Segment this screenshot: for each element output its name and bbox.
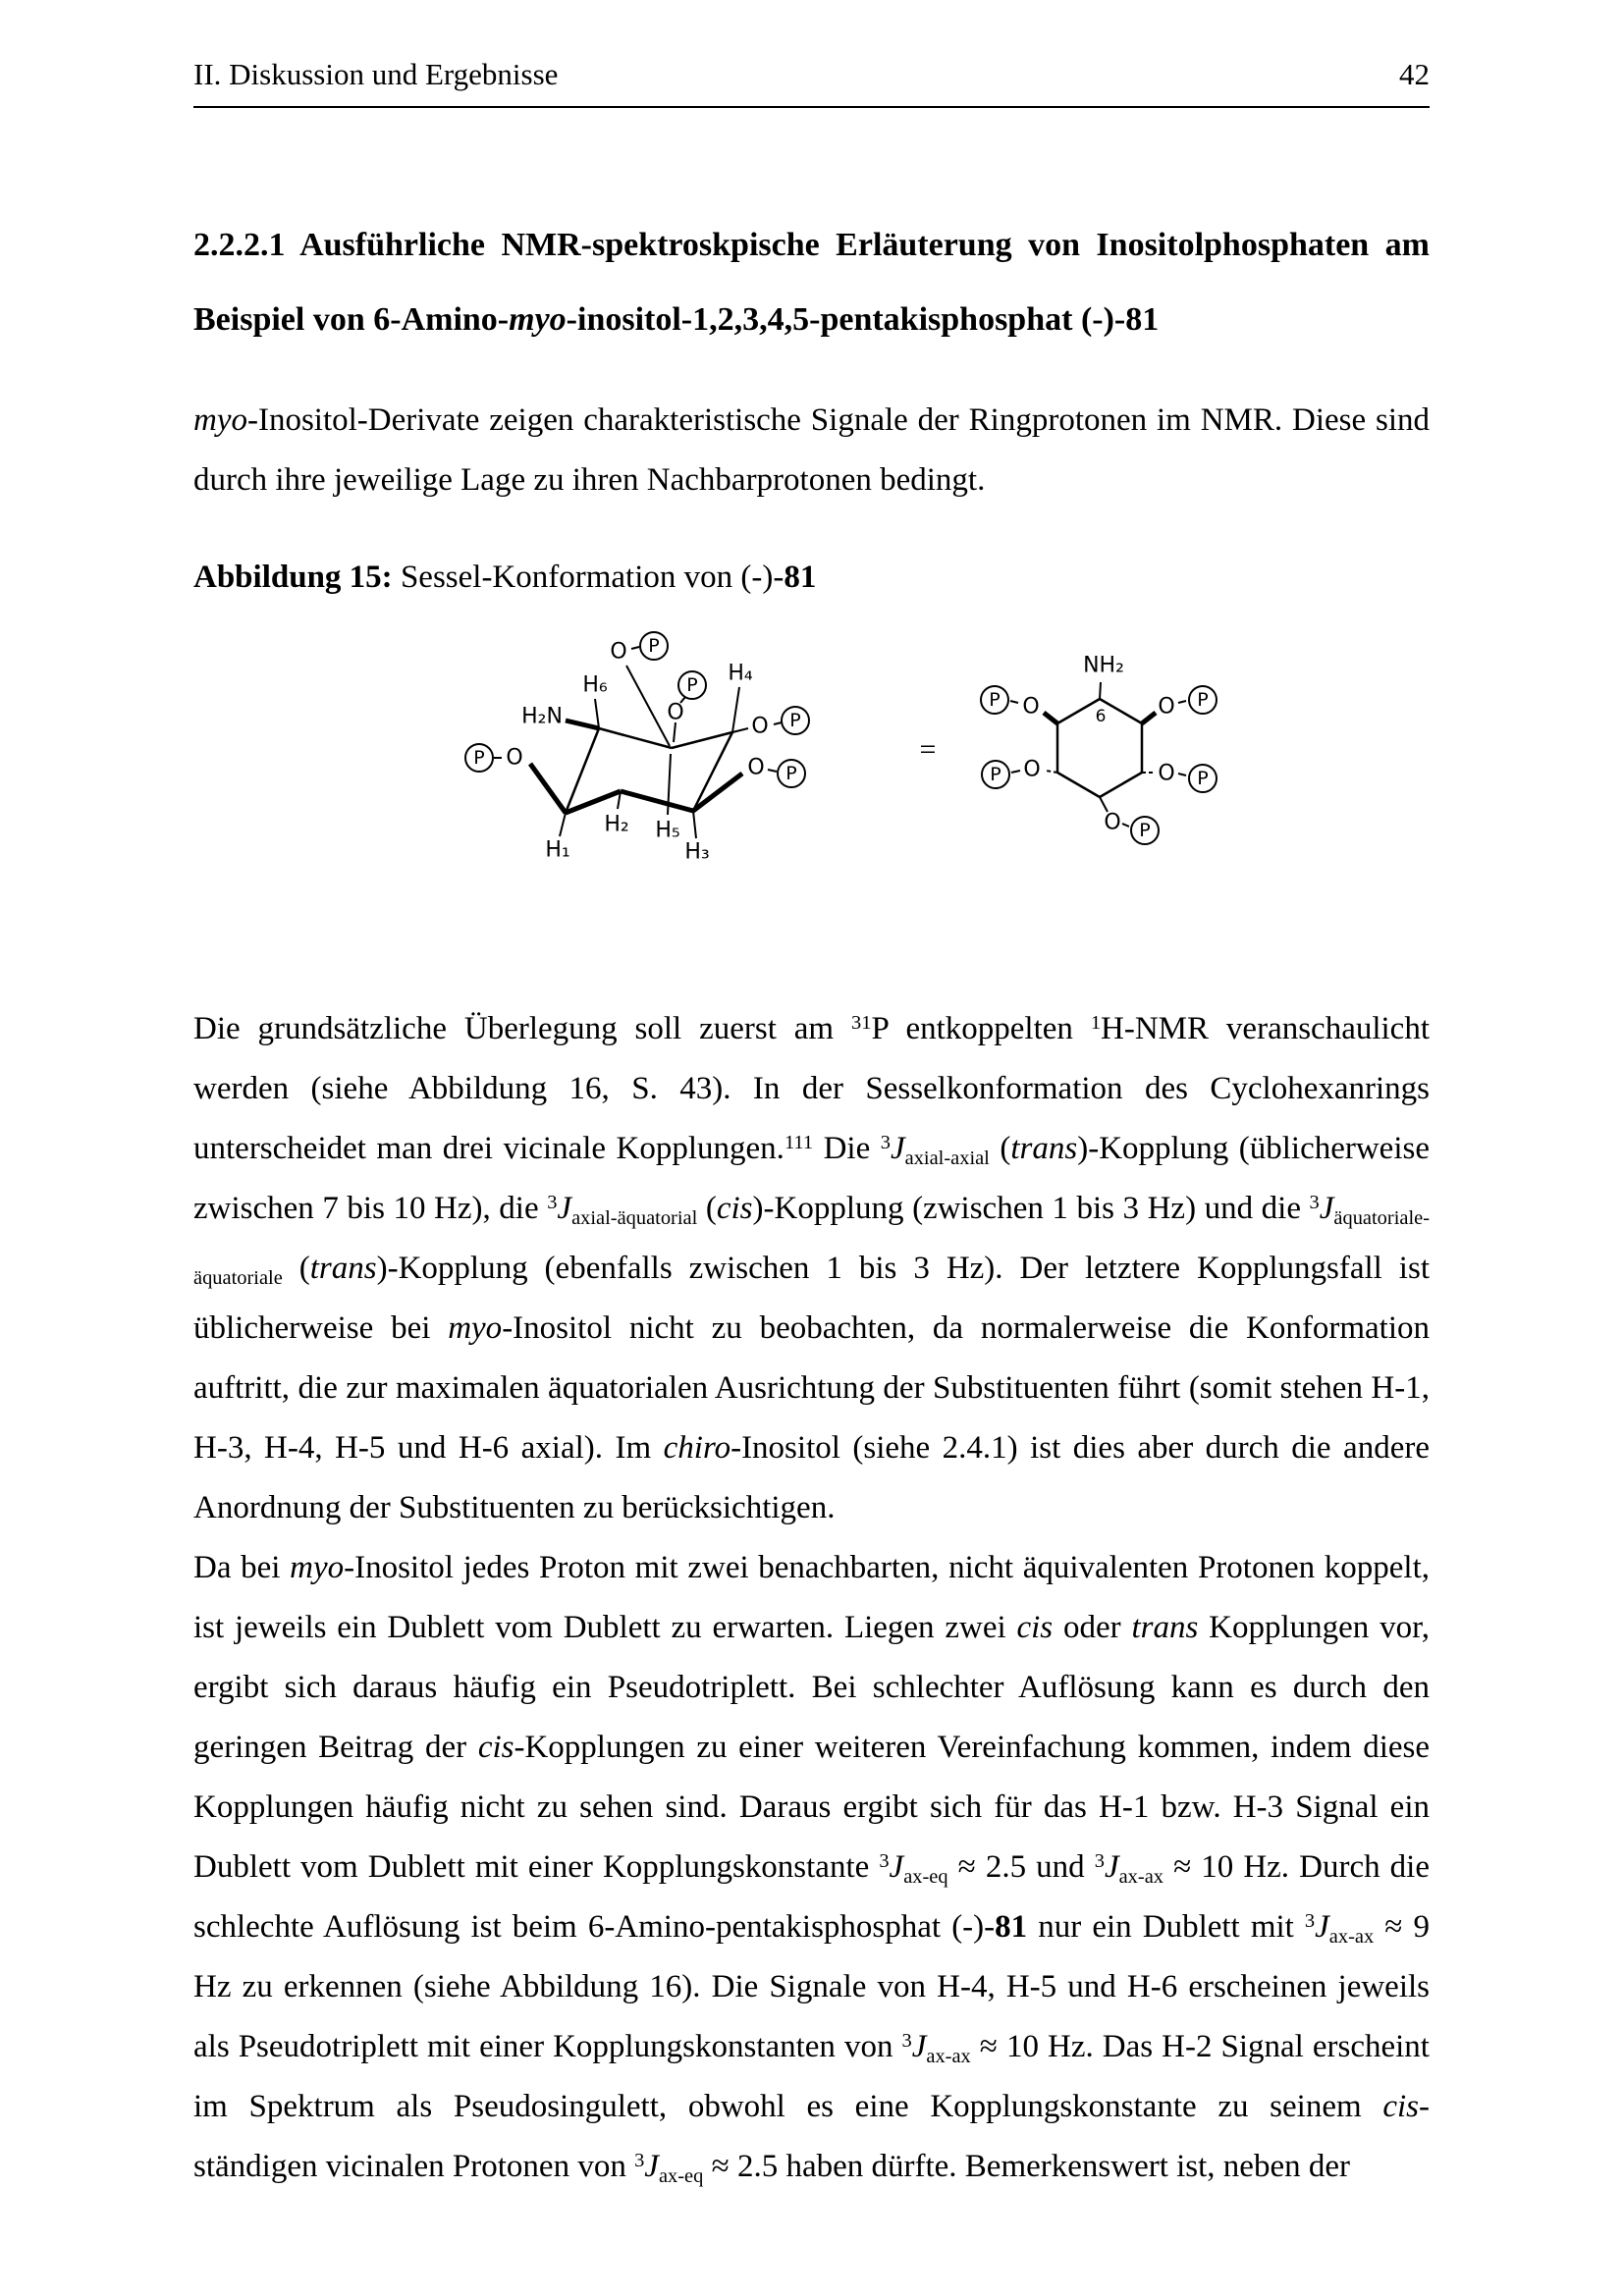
oxygen-label: O	[747, 755, 765, 780]
phosphate-icon: P	[777, 759, 806, 788]
proton-label-h5: H₅	[655, 818, 680, 843]
oxygen-label: O	[1104, 810, 1121, 835]
header-rule	[193, 106, 1430, 108]
oxygen-label: O	[667, 700, 684, 725]
proton-label-h1: H₁	[545, 837, 570, 863]
amine-label: H₂N	[521, 704, 563, 729]
proton-label-h2: H₂	[604, 812, 629, 837]
proton-label-h4: H₄	[728, 661, 753, 686]
phosphate-icon: P	[1188, 764, 1217, 793]
oxygen-label: O	[506, 745, 523, 771]
phosphate-icon: P	[639, 631, 669, 661]
header-page-number: 42	[1399, 57, 1430, 91]
figure-caption: Abbildung 15: Sessel-Konformation von (-)-81	[193, 560, 817, 595]
phosphate-icon: P	[1188, 685, 1217, 715]
oxygen-label: O	[1158, 761, 1175, 786]
header-section-title: II. Diskussion und Ergebnisse	[193, 57, 559, 91]
oxygen-label: O	[1022, 694, 1040, 720]
oxygen-label: O	[610, 639, 627, 665]
paragraph-intro: myo-Inositol-Derivate zeigen charakteristische Signale der Ringprotonen im NMR. Diese sind durch ihre jeweilige Lage zu ihren Nachbarprotonen bedingt.	[193, 402, 1430, 498]
proton-label-h3: H₃	[684, 839, 710, 865]
phosphate-icon: P	[980, 685, 1009, 715]
bond-diagram	[432, 630, 1257, 934]
paragraph-body-2: Da bei myo-Inositol jedes Proton mit zwei benachbarten, nicht äquivalenten Protonen koppelt, ist jeweils ein Dublett vom Dublett zu erwarten. Liegen zwei cis oder trans Kopplungen vor, ergibt sich daraus häufig ein Pseudotriplett. Bei schlechter Auflösung kann es durch den geringen Beitrag der cis-Kopplungen zu einer weiteren Vereinfachung kommen, indem diese Kopplungen häufig nicht zu sehen sind. Daraus ergibt sich für das H-1 bzw. H-3 Signal ein Dublett vom Dublett mit einer Kopplungskonstante $^3$Jax-eq ≈ 2.5 und $^3$Jax-ax ≈ 10 Hz. Durch die schlechte Auflösung ist beim 6-Amino-pentakisphosphat (-)-81 nur ein Dublett mit $^3$Jax-ax ≈ 9 Hz zu erkennen (siehe Abbildung 16). Die Signale von H-4, H-5 und H-6 erscheinen jeweils als Pseudotriplett mit einer Kopplungskonstanten von $^3$Jax-ax ≈ 10 Hz. Das H-2 Signal erscheint im Spektrum als Pseudosingulett, obwohl es eine Kopplungskonstante zu seinem cis- ständigen vicinalen Protonen von $^3$Jax-eq ≈ 2.5 haben dürfte. Bemerkenswert ist, neben der	[193, 1550, 1431, 2187]
figure-structures	[432, 630, 1257, 934]
phosphate-icon: P	[981, 760, 1010, 789]
body-text	[193, 999, 1430, 2197]
equals-sign: =	[919, 733, 937, 766]
phosphate-icon: P	[781, 706, 810, 735]
paragraph-body-1: Die grundsätzliche Überlegung soll zuerst am $^{31}$P entkoppelten $^1$H-NMR veranschaulicht werden (siehe Abbildung 16, S. 43). In der Sesselkonformation des Cyclohexanrings unterscheidet man drei vicinale Kopplungen.$^{111}$ Die $^3$Jaxial-axial (trans)-Kopplung (üblicherweise zwischen 7 bis 10 Hz), die $^3$Jaxial-äquatorial (cis)-Kopplung (zwischen 1 bis 3 Hz) und die $^3$Jäquatoriale-äquatoriale (trans)-Kopplung (ebenfalls zwischen 1 bis 3 Hz). Der letztere Kopplungsfall ist üblicherweise bei myo-Inositol nicht zu beobachten, da normalerweise die Konformation auftritt, die zur maximalen äquatorialen Ausrichtung der Substituenten führt (somit stehen H-1, H-3, H-4, H-5 und H-6 axial). Im chiro-Inositol (siehe 2.4.1) ist dies aber durch die andere Anordnung der Substituenten zu berücksichtigen.	[193, 1011, 1431, 1525]
oxygen-label: O	[1023, 757, 1041, 782]
oxygen-label: O	[1158, 694, 1175, 720]
section-heading: 2.2.2.1 Ausführliche NMR-spektroskpische Erläuterung von Inositolphosphaten am Beispiel von 6-Amino-myo-inositol-1,2,3,4,5-pentakisphosphat (-)-81	[193, 227, 1430, 338]
phosphate-icon: P	[1130, 816, 1160, 845]
ring-position-label: 6	[1095, 707, 1107, 726]
phosphate-icon: P	[677, 670, 707, 700]
proton-label-h6: H₆	[582, 672, 608, 698]
phosphate-icon: P	[464, 743, 494, 773]
amine-label: NH₂	[1083, 653, 1124, 678]
oxygen-label: O	[751, 714, 769, 739]
